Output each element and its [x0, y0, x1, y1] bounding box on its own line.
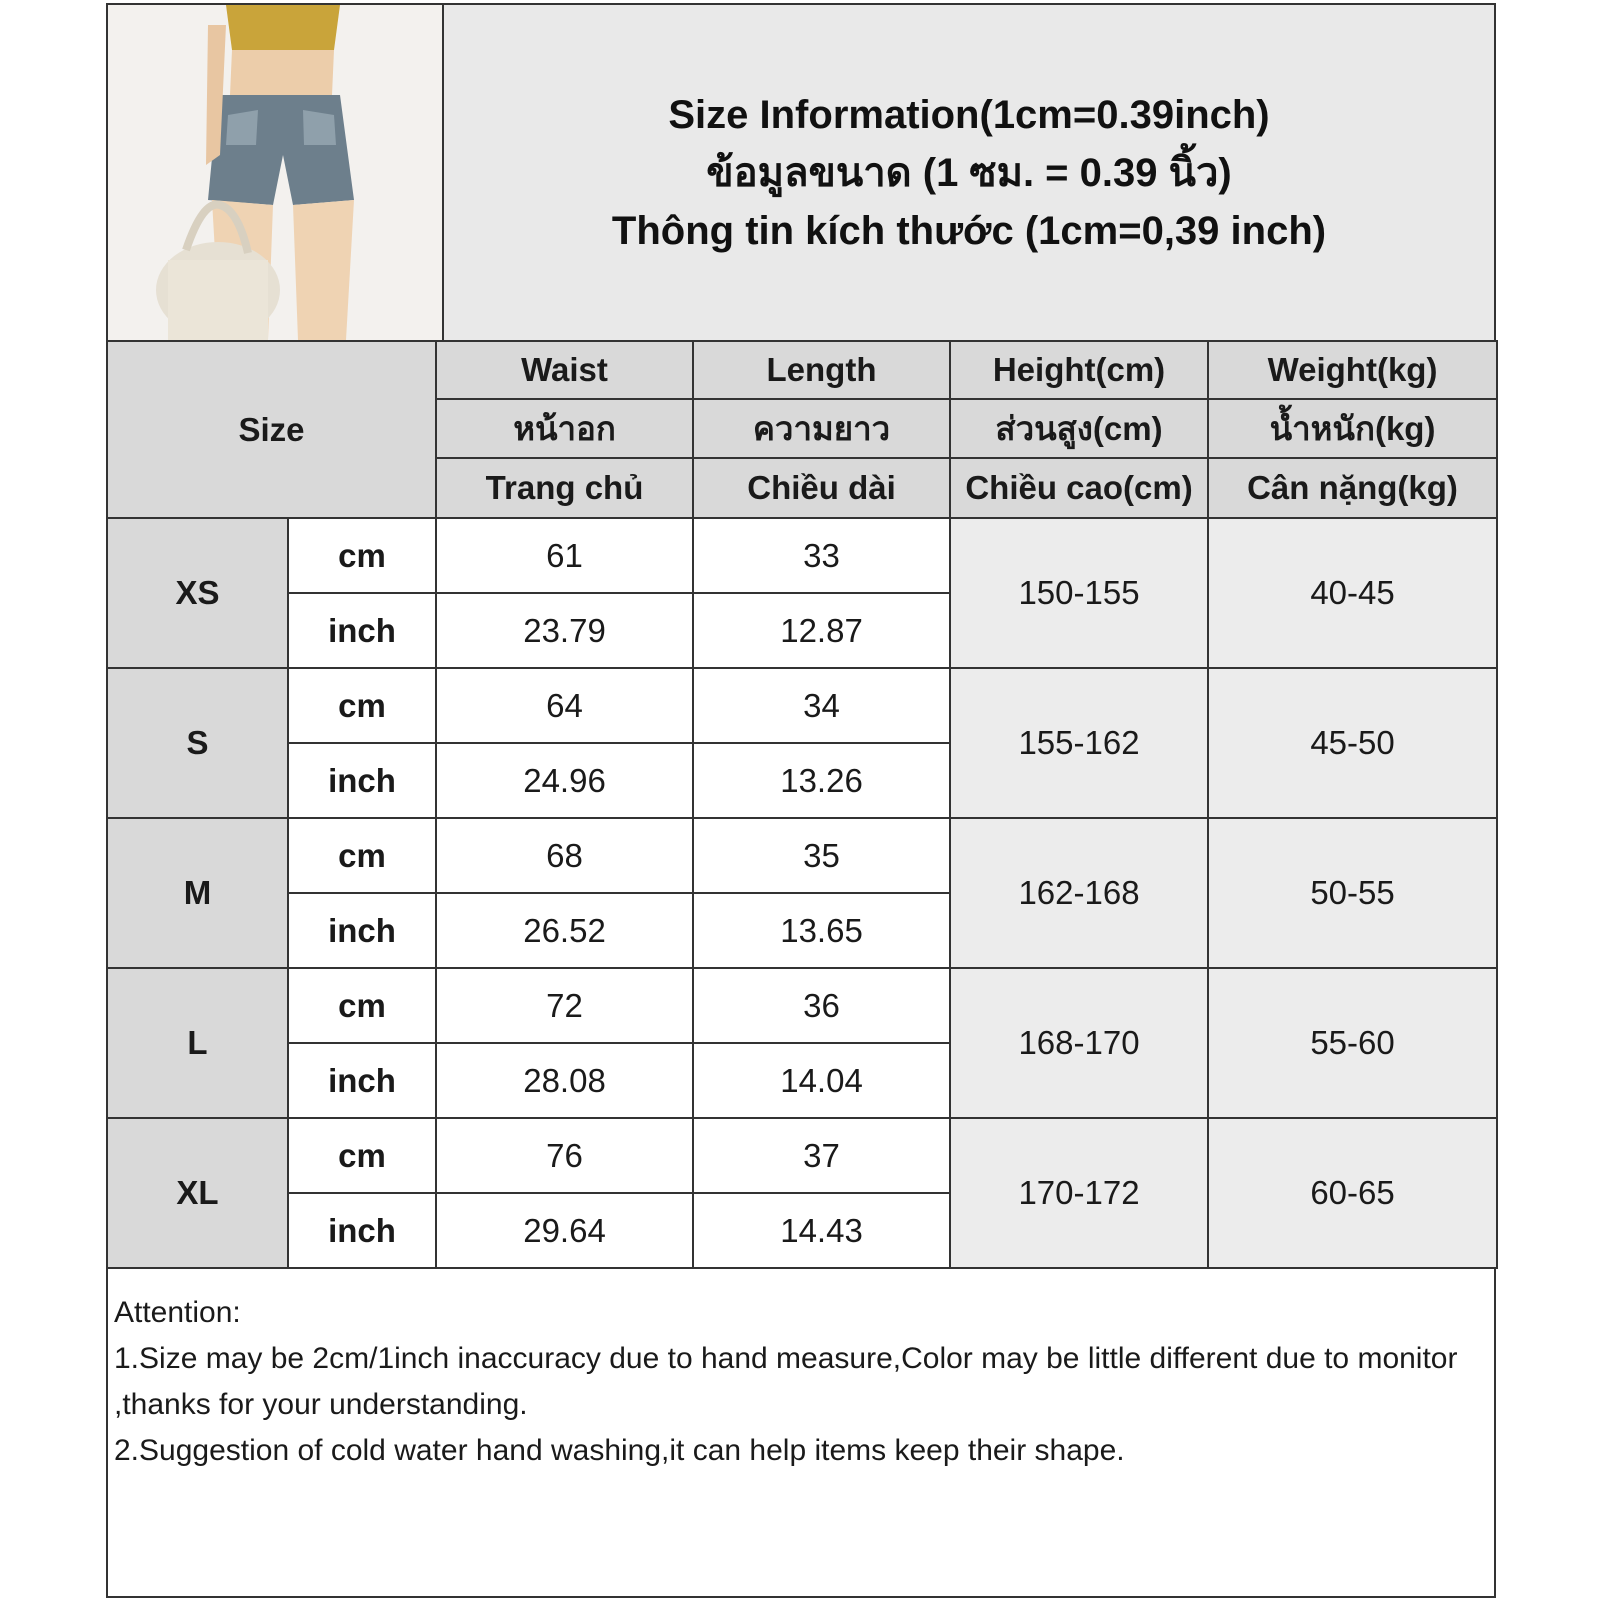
- unit-cm: cm: [288, 1118, 436, 1193]
- size-label-m: M: [107, 818, 288, 968]
- size-label-l: L: [107, 968, 288, 1118]
- table-row: [107, 668, 1497, 743]
- table-row: [107, 818, 1497, 893]
- height-range: 170-172: [950, 1118, 1208, 1268]
- size-label-xl: XL: [107, 1118, 288, 1268]
- size-label-s: S: [107, 668, 288, 818]
- col-height-vi: Chiều cao(cm): [950, 458, 1208, 518]
- waist-inch-value: 29.64: [436, 1193, 693, 1268]
- col-height-en: Height(cm): [950, 341, 1208, 399]
- unit-cm: cm: [288, 968, 436, 1043]
- col-weight-en: Weight(kg): [1208, 341, 1497, 399]
- length-cm-value: 37: [693, 1118, 950, 1193]
- col-height-th: ส่วนสูง(cm): [950, 399, 1208, 458]
- weight-range: 60-65: [1208, 1118, 1497, 1268]
- col-length-vi: Chiều dài: [693, 458, 950, 518]
- table-row: [107, 1118, 1497, 1193]
- height-range: 150-155: [950, 518, 1208, 668]
- header-row-english: [107, 341, 1497, 399]
- waist-cm-value: 68: [436, 818, 693, 893]
- table-row: [107, 968, 1497, 1043]
- unit-inch: inch: [288, 893, 436, 968]
- weight-range: 50-55: [1208, 818, 1497, 968]
- weight-range: 55-60: [1208, 968, 1497, 1118]
- unit-inch: inch: [288, 1193, 436, 1268]
- size-header: Size: [107, 341, 436, 518]
- length-inch-value: 12.87: [693, 593, 950, 668]
- weight-range: 45-50: [1208, 668, 1497, 818]
- waist-cm-value: 64: [436, 668, 693, 743]
- product-photo: [108, 5, 444, 340]
- waist-inch-value: 28.08: [436, 1043, 693, 1118]
- weight-range: 40-45: [1208, 518, 1497, 668]
- col-weight-th: น้ำหนัก(kg): [1208, 399, 1497, 458]
- height-range: 162-168: [950, 818, 1208, 968]
- title-area: [444, 5, 1494, 340]
- col-length-en: Length: [693, 341, 950, 399]
- length-inch-value: 13.65: [693, 893, 950, 968]
- size-label-xs: XS: [107, 518, 288, 668]
- col-weight-vi: Cân nặng(kg): [1208, 458, 1497, 518]
- length-inch-value: 14.43: [693, 1193, 950, 1268]
- title-english: Size Information(1cm=0.39inch): [668, 92, 1270, 137]
- waist-cm-value: 76: [436, 1118, 693, 1193]
- length-cm-value: 33: [693, 518, 950, 593]
- title-vietnamese: Thông tin kích thước (1cm=0,39 inch): [611, 208, 1327, 253]
- col-length-th: ความยาว: [693, 399, 950, 458]
- notes-heading: Attention:: [114, 1296, 241, 1329]
- unit-inch: inch: [288, 593, 436, 668]
- unit-inch: inch: [288, 1043, 436, 1118]
- col-waist-th: หน้าอก: [436, 399, 693, 458]
- waist-cm-value: 72: [436, 968, 693, 1043]
- waist-inch-value: 26.52: [436, 893, 693, 968]
- unit-cm: cm: [288, 518, 436, 593]
- col-waist-vi: Trang chủ: [436, 458, 693, 518]
- height-range: 168-170: [950, 968, 1208, 1118]
- unit-cm: cm: [288, 668, 436, 743]
- waist-inch-value: 24.96: [436, 743, 693, 818]
- waist-inch-value: 23.79: [436, 593, 693, 668]
- model-in-denim-shorts-image: [108, 5, 444, 340]
- length-inch-value: 13.26: [693, 743, 950, 818]
- unit-inch: inch: [288, 743, 436, 818]
- height-range: 155-162: [950, 668, 1208, 818]
- title-thai: ข้อมูลขนาด (1 ซม. = 0.39 นิ้ว): [706, 150, 1232, 195]
- length-cm-value: 34: [693, 668, 950, 743]
- table-row: [107, 518, 1497, 593]
- note-item-2: 2.Suggestion of cold water hand washing,it can help items keep their shape.: [114, 1434, 1125, 1467]
- length-cm-value: 35: [693, 818, 950, 893]
- waist-cm-value: 61: [436, 518, 693, 593]
- size-table: [106, 340, 1498, 1269]
- length-inch-value: 14.04: [693, 1043, 950, 1118]
- note-item-1: 1.Size may be 2cm/1inch inaccuracy due to hand measure,Color may be little different due to monitor ,thanks for your understanding.: [114, 1342, 1458, 1421]
- unit-cm: cm: [288, 818, 436, 893]
- col-waist-en: Waist: [436, 341, 693, 399]
- length-cm-value: 36: [693, 968, 950, 1043]
- attention-notes: [114, 1290, 1484, 1474]
